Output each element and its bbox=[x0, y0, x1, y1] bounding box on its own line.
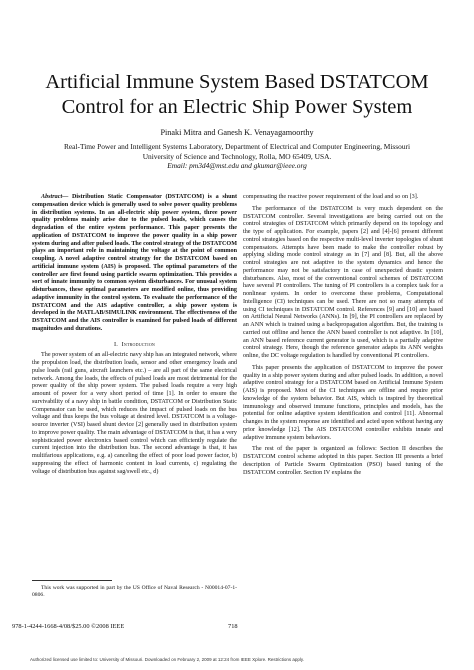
author-emails: Email: pm3d4@mst.edu and gkumar@ieee.org bbox=[167, 161, 307, 171]
body-paragraph-2: The performance of the DSTATCOM is very much dependent on the DSTATCOM controller. Several investigations are being carried out on the control strategies of DSTATCOM which primarily depend on its topology and the type of application. For example, papers [2] and [4]-[6] present different control strategies based on the respective multi-level inverter topologies of shunt compensators. Attempts have been made to make the controller robust by applying sliding mode control strategy as in [7] and [8]. But, all the above control strategies are not adaptive to the system dynamics and hence the performance may not be satisfactory in case of unexpected drastic system disturbances. Also, most of the conventional control schemes of DSTATCOM have several PI controllers. The tuning of PI controllers is a complex task for a nonlinear system. In order to overcome these problems, Computational Intelligence (CI) techniques can be used. There are not so many attempts of using CI techniques in DSTATCOM control. References [9] and [10] are based on Artificial Neural Networks (ANNs). In [9], the PI controllers are replaced by an ANN which is trained using a backpropagation algorithm. But, the training is carried out offline and hence the ANN based controller is not adaptive. In [10], an ANN based reference current generator is used, which is a partially adaptive control strategy. Here, though the reference generator adapts its ANN weights online, the DC voltage regulation is handled by conventional PI controllers. bbox=[243, 205, 443, 359]
isbn-copyright: 978-1-4244-1668-4/08/$25.00 ©2008 IEEE bbox=[12, 623, 125, 630]
left-column bbox=[32, 194, 237, 476]
section-title: Introduction bbox=[121, 340, 156, 348]
right-column bbox=[243, 194, 443, 477]
page-number: 718 bbox=[228, 623, 238, 630]
abstract bbox=[32, 194, 237, 334]
abstract-body: — Distribution Static Compensator (DSTATCOM) is a shunt compensation device which is generally used to solve power quality problems in distribution systems. In an all-electric ship power system, three power quality problems mainly arise due to the pulsed loads, which causes the degradation of the entire system performance. This paper presents the application of DSTATCOM to improve the power quality in a ship power system during and after pulsed loads. The control strategy of the DSTATCOM plays an important role in maintaining the voltage at the point of common coupling. A novel adaptive control strategy for the DSTATCOM based on artificial immune system (AIS) is proposed. The optimal parameters of the controller are first found using particle swarm optimization. This provides a sort of innate immunity to common system disturbances. For unusual system disturbances, these optimal parameters are modified online, thus providing adaptive immunity in the control system. To evaluate the performance of the DSTATCOM and the AIS adaptive controller, a ship power system is developed in the MATLAB/SIMULINK environment. The effectiveness of the DSTATCOM and the AIS controller is examined for pulsed loads of different magnitudes and durations. bbox=[32, 194, 237, 332]
funding-footnote: This work was supported in part by the US Office of Naval Research - N00014-07-1-0806. bbox=[32, 585, 237, 598]
author-names: Pinaki Mitra and Ganesh K. Venayagamoorthy bbox=[160, 128, 314, 137]
abstract-label: Abstract bbox=[41, 194, 63, 200]
continued-paragraph: compensating the reactive power requirement of the load and so on [3]. bbox=[243, 194, 419, 200]
paper-title bbox=[20, 70, 454, 120]
body-paragraph-4: The rest of the paper is organized as follows: Section II describes the DSTATCOM control scheme adopted in this paper. Section III presents a brief description of Particle Swarm Optimization (PSO) based tuning of the DSTATCOM controller. Section IV explains the bbox=[243, 446, 443, 476]
license-notice: Authorized licensed use limited to: University of Missouri. Downloaded on February 2, 2009 at 12:24 from IEEE Xplore. Restrictions apply. bbox=[30, 657, 305, 662]
intro-paragraph-1: The power system of an all-electric navy ship has an integrated network, where the propulsion load, the distribution loads, sensor and other emergency loads and pulse loads (rail guns, aircraft launchers etc.) – are all part of the same electrical network. Among the loads, the effects of pulsed loads are most detrimental for the power quality of the ship power system. The pulsed loads require a very high amount of power for a very short period of time [1]. In order to ensure the survivability of a navy ship in battle condition, DSTATCOM or Distribution Static Compensator can be used, which reduces the impact of pulsed loads on the bus voltage and thus keeps the bus voltage at desired level. DSTATCOM is a voltage-source inverter (VSI) based shunt device [2] generally used in distribution system to improve power quality. The main advantage of DSTATCOM is that, it has a very sophisticated power electronics based control which can efficiently regulate the current injection into the distribution bus. The second advantage is that, it has multifarious applications, e.g. a) canceling the effect of poor load power factor, b) suppressing the effect of harmonic content in load currents, c) regulating the voltage of distribution bus against sag/swell etc., d) bbox=[32, 352, 237, 475]
affiliation-line-1: Real-Time Power and Intelligent Systems Laboratory, Department of Electrical and Computer Engineering, Missouri bbox=[63, 142, 411, 151]
section-number: I. bbox=[113, 340, 119, 348]
title-line-1: Artificial Immune System Based DSTATCOM bbox=[45, 71, 429, 93]
affiliation-line-2: University of Science and Technology, Rolla, MO 65409, USA. bbox=[142, 151, 332, 161]
body-paragraph-3: This paper presents the application of DSTATCOM to improve the power quality in a ship power system during and after pulsed loads. In addition, a novel adaptive control strategy for a DSTATCOM based on Artificial Immune System (AIS) is proposed. Most of the CI techniques are offline and require prior knowledge of the system behavior. But AIS, which is inspired by theoretical immunology and observed immune functions, principles and models, has the potential for online adaptive system identification and control [11]. Abnormal changes in the system response are identified and acted upon without having any prior knowledge [12]. The AIS DSTATCOM controller exhibits innate and adaptive immune system behaviors. bbox=[243, 364, 443, 441]
author-affiliation bbox=[20, 142, 454, 171]
title-line-2: Control for an Electric Ship Power System bbox=[61, 96, 413, 118]
section-heading-introduction bbox=[32, 341, 237, 349]
footnote-divider bbox=[32, 580, 112, 581]
